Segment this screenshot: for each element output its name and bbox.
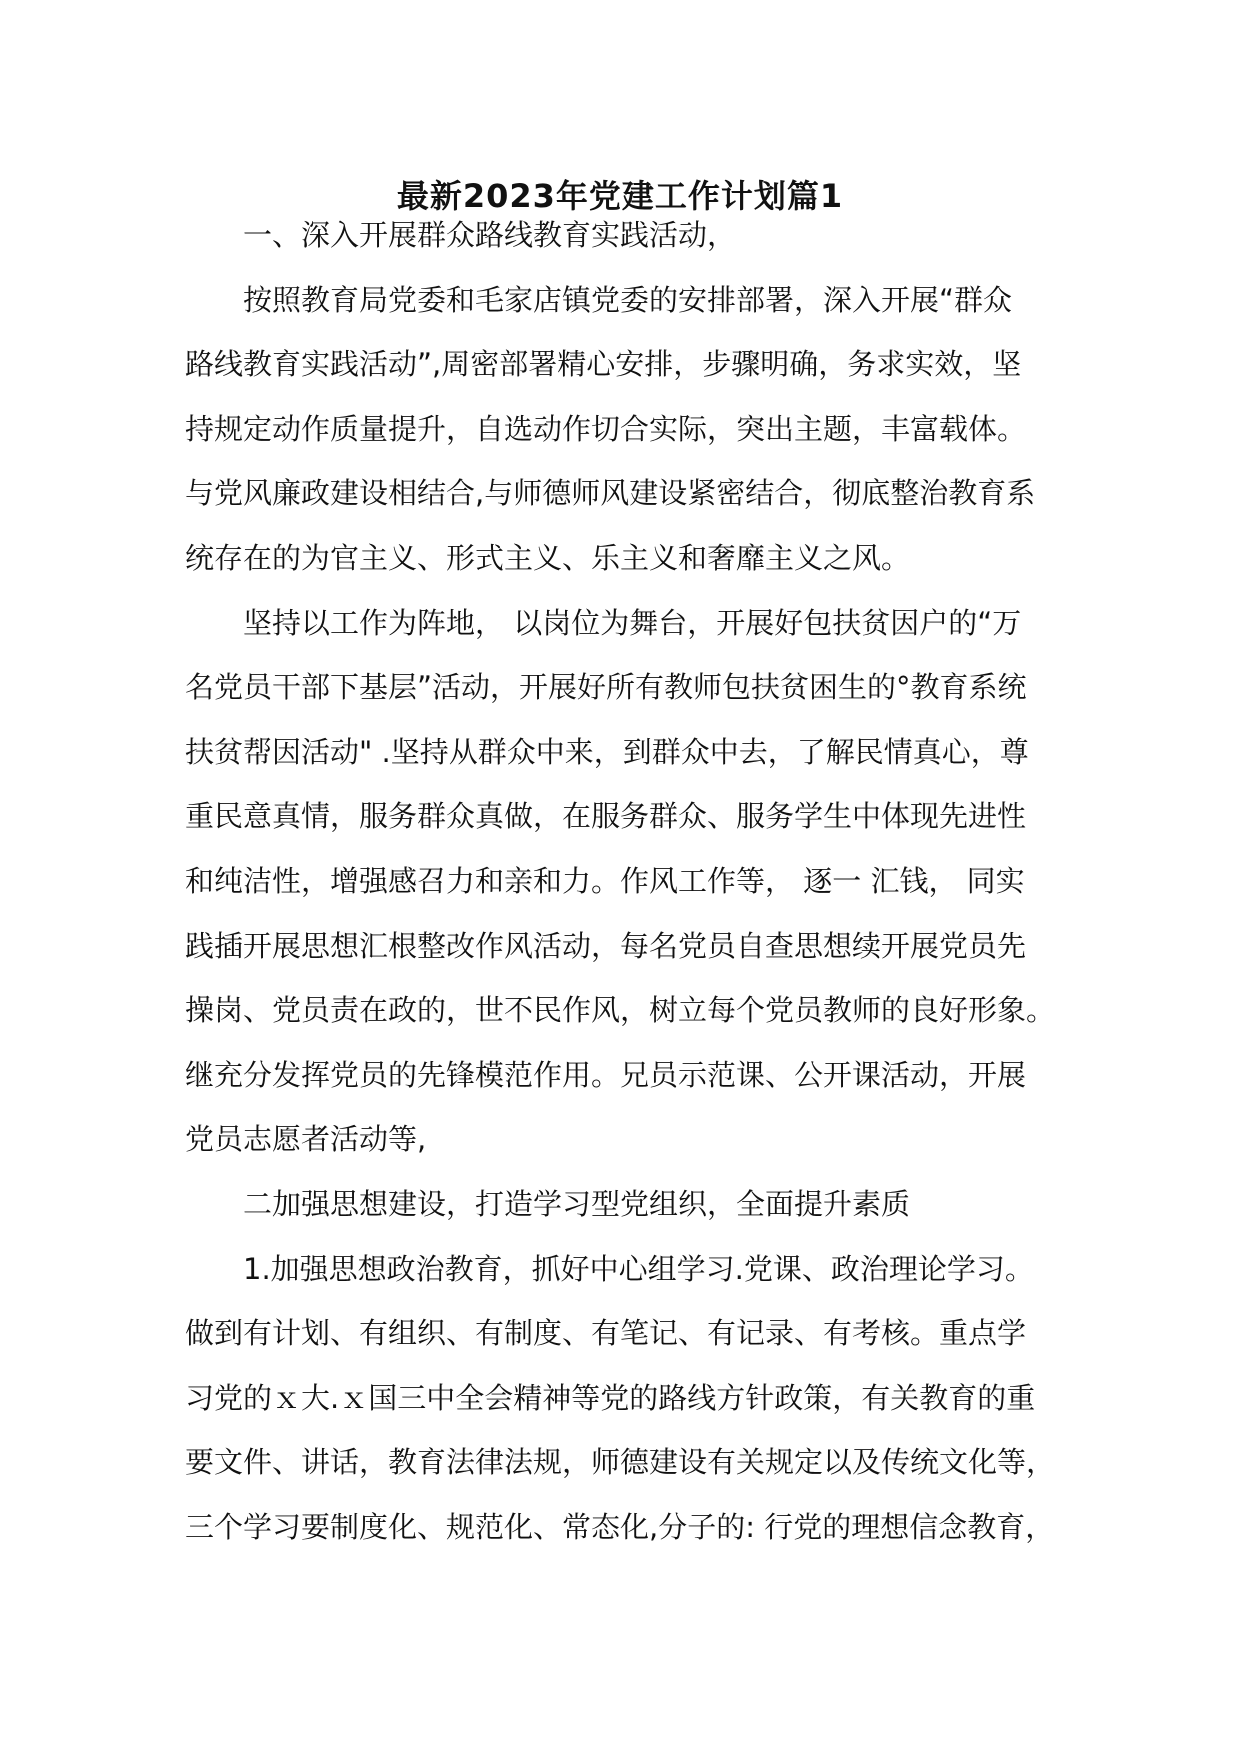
text-line: 践插开展思想汇根整改作风活动，每名党员自查思想续开展党员先 <box>185 928 1027 963</box>
text-line: 1.加强思想政治教育，抓好中心组学习.党课、政治理论学习。 <box>243 1251 1034 1286</box>
text-line: 名党员干部下基层”活动，开展好所有教师包扶贫困生的°教育系统 <box>185 670 1027 705</box>
text-line: 三个学习要制度化、规范化、常态化,分子的: 行党的理想信念教育， <box>185 1509 1055 1544</box>
text-line: 路线教育实践活动”,周密部署精心安排，步骤明确，务求实效，坚 <box>185 347 1022 382</box>
text-line: 党员志愿者活动等, <box>185 1122 427 1157</box>
text-line: 与党风廉政建设相结合,与师德师风建设紧密结合，彻底整治教育系 <box>185 476 1036 511</box>
text-line: 习党的ｘ大.ｘ国三中全会精神等党的路线方针政策，有关教育的重 <box>185 1380 1036 1415</box>
text-line: 坚持以工作为阵地， 以岗位为舞台，开展好包扶贫因户的“万 <box>243 605 1022 640</box>
document-body <box>185 203 1065 1559</box>
text-line: 继充分发挥党员的先锋模范作用。兄员示范课、公开课活动，开展 <box>185 1057 1027 1092</box>
text-line: 持规定动作质量提升，自选动作切合实际，突出主题，丰富载体。 <box>185 411 1027 446</box>
text-line: 扶贫帮因活动" .坚持从群众中来，到群众中去，了解民情真心，尊 <box>185 734 1029 769</box>
text-line: 按照教育局党委和毛家店镇党委的安排部署，深入开展“群众 <box>243 282 1013 317</box>
text-line: 要文件、讲话，教育法律法规，师德建设有关规定以及传统文化等， <box>185 1445 1056 1480</box>
text-line: 二加强思想建设，打造学习型党组织，全面提升素质 <box>243 1186 911 1221</box>
text-line: 和纯洁性，增强感召力和亲和力。作风工作等， 逐一 汇钱， 同实 <box>185 863 1025 898</box>
text-line: 重民意真情，服务群众真做，在服务群众、服务学生中体现先进性 <box>185 799 1027 834</box>
document-title: 最新2023年党建工作计划篇1 <box>396 177 844 215</box>
text-line: 做到有计划、有组织、有制度、有笔记、有记录、有考核。重点学 <box>185 1316 1027 1351</box>
text-line: 一、深入开展群众路线教育实践活动， <box>243 218 737 252</box>
text-line: 统存在的为官主义、形式主义、乐主义和奢靡主义之风。 <box>185 540 911 575</box>
text-line: 操岗、党员责在政的，世不民作风，树立每个党员教师的良好形象。 <box>185 993 1056 1028</box>
